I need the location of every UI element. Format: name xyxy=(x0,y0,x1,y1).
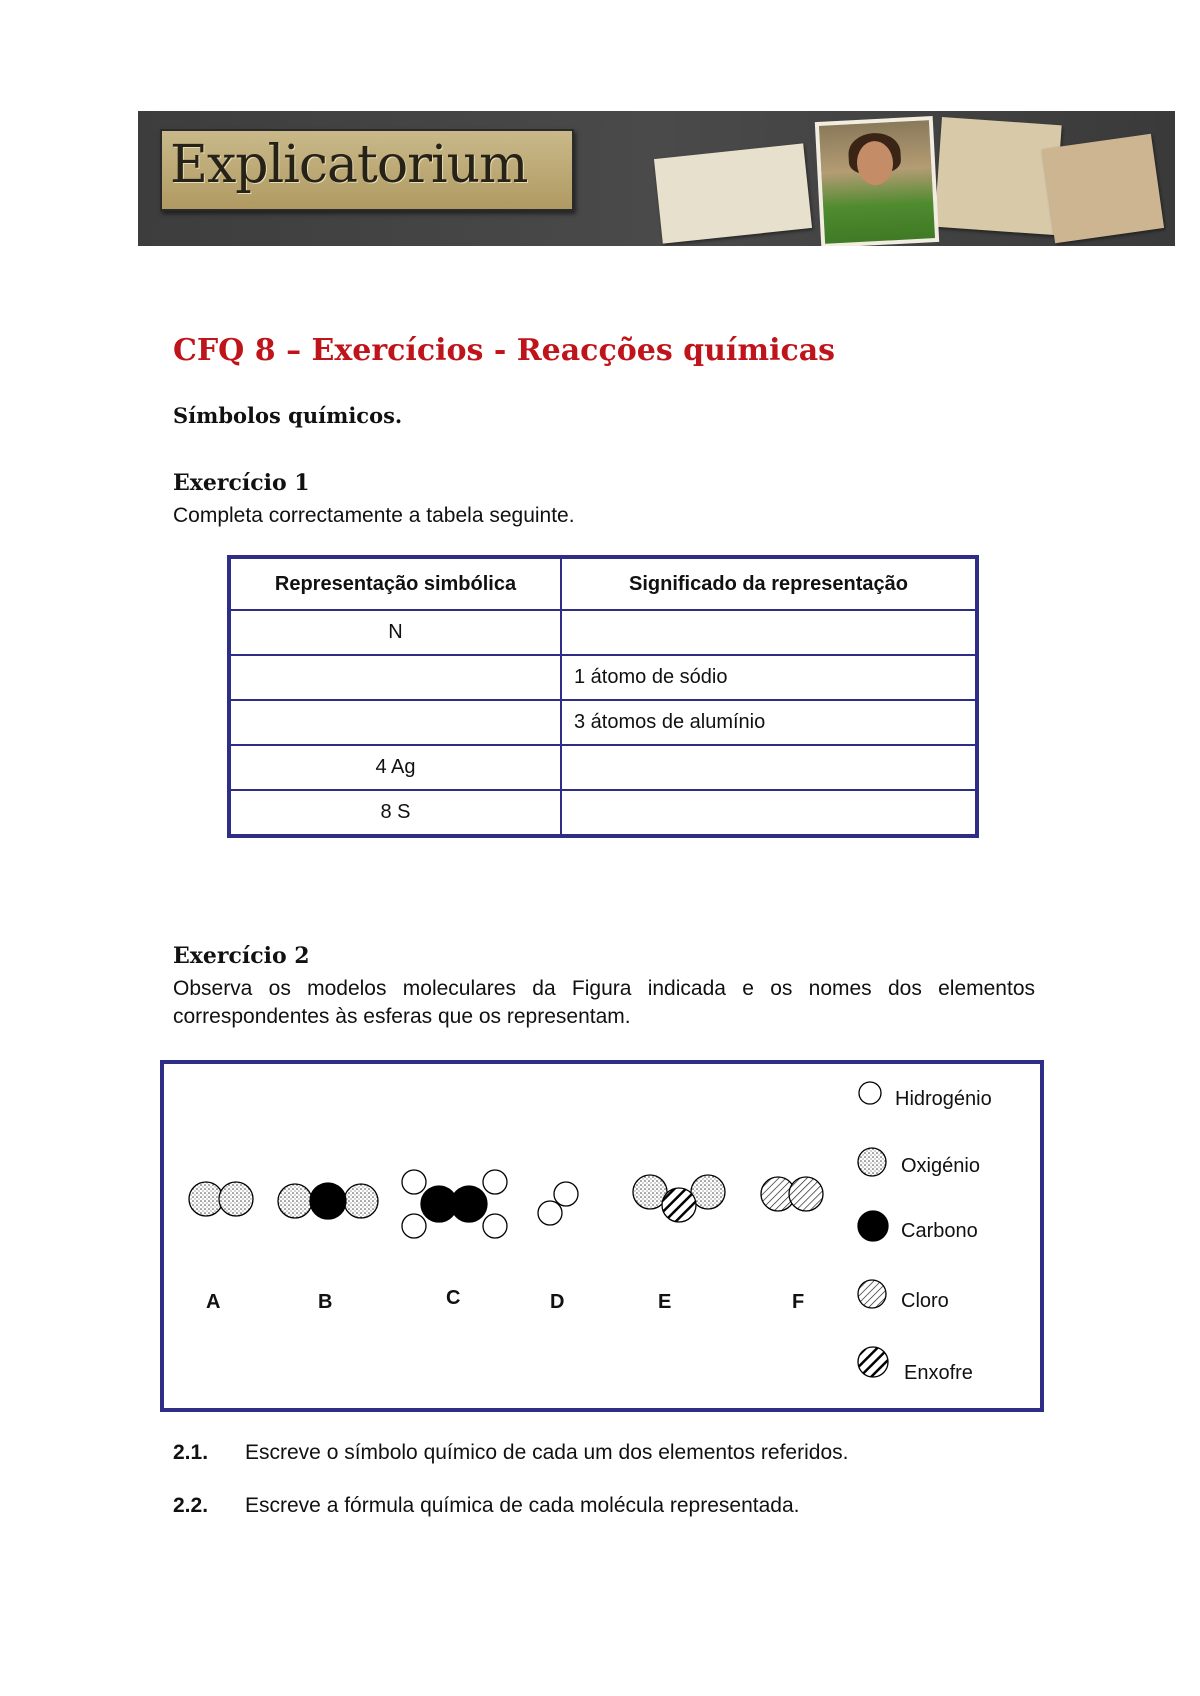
legend-oxygen: Oxigénio xyxy=(901,1155,980,1177)
legend-carbon: Carbono xyxy=(901,1220,978,1242)
molecule-label-d: D xyxy=(550,1291,565,1313)
table-row xyxy=(229,790,977,836)
paper-scrap xyxy=(654,143,812,243)
legend-chlorine: Cloro xyxy=(901,1290,949,1312)
molecular-models-figure xyxy=(160,1060,1044,1412)
question-2-2 xyxy=(173,1494,799,1518)
table-cell: 4 Ag xyxy=(229,745,561,790)
exercise-2-instruction: Observa os modelos moleculares da Figura indicada e os nomes dos elementos correspondentes às esferas que os representam. xyxy=(173,977,1035,1028)
table-cell xyxy=(561,790,977,836)
table-row xyxy=(229,655,977,700)
table-cell: 3 átomos de alumínio xyxy=(561,700,977,745)
table-row xyxy=(229,700,977,745)
table-cell: N xyxy=(229,610,561,655)
table-header: Significado da representação xyxy=(561,557,977,610)
molecule-c xyxy=(402,1170,507,1238)
table-cell xyxy=(229,655,561,700)
section-subtitle: Símbolos químicos. xyxy=(173,403,403,428)
symbols-table xyxy=(227,555,979,838)
molecule-label-f: F xyxy=(792,1291,805,1313)
table-cell xyxy=(561,745,977,790)
paper-scrap xyxy=(934,117,1061,235)
question-number: 2.2. xyxy=(173,1494,209,1517)
question-text: Escreve o símbolo químico de cada um dos elementos referidos. xyxy=(245,1441,849,1464)
table-header: Representação simbólica xyxy=(229,557,561,610)
molecule-e xyxy=(633,1175,725,1222)
legend-swatches xyxy=(858,1082,888,1377)
table-cell: 8 S xyxy=(229,790,561,836)
molecule-label-c: C xyxy=(446,1287,461,1309)
table-cell: 1 átomo de sódio xyxy=(561,655,977,700)
photo-image xyxy=(815,116,939,246)
question-number: 2.1. xyxy=(173,1441,209,1464)
question-text: Escreve a fórmula química de cada molécula representada. xyxy=(245,1494,800,1517)
table-header-row xyxy=(229,557,977,610)
logo-text: Explicatorium xyxy=(170,135,528,195)
molecule-label-e: E xyxy=(658,1291,672,1313)
question-2-1 xyxy=(173,1441,848,1465)
molecule-f xyxy=(761,1177,823,1211)
table-row xyxy=(229,610,977,655)
page-title: CFQ 8 – Exercícios - Reacções químicas xyxy=(173,333,836,368)
table-row xyxy=(229,745,977,790)
logo xyxy=(160,129,574,211)
legend-sulfur: Enxofre xyxy=(904,1362,973,1384)
legend-hydrogen: Hidrogénio xyxy=(895,1088,992,1110)
molecule-label-a: A xyxy=(206,1291,221,1313)
exercise-2-heading: Exercício 2 xyxy=(173,943,310,969)
exercise-1-instruction: Completa correctamente a tabela seguinte. xyxy=(173,504,575,527)
table-cell xyxy=(561,610,977,655)
paper-scrap xyxy=(1042,134,1164,243)
exercise-1-heading: Exercício 1 xyxy=(173,470,310,496)
header-banner xyxy=(138,111,1175,246)
molecule-d xyxy=(538,1182,578,1225)
molecule-a xyxy=(189,1182,253,1216)
molecule-label-b: B xyxy=(318,1291,333,1313)
molecule-b xyxy=(278,1183,378,1219)
table-cell xyxy=(229,700,561,745)
